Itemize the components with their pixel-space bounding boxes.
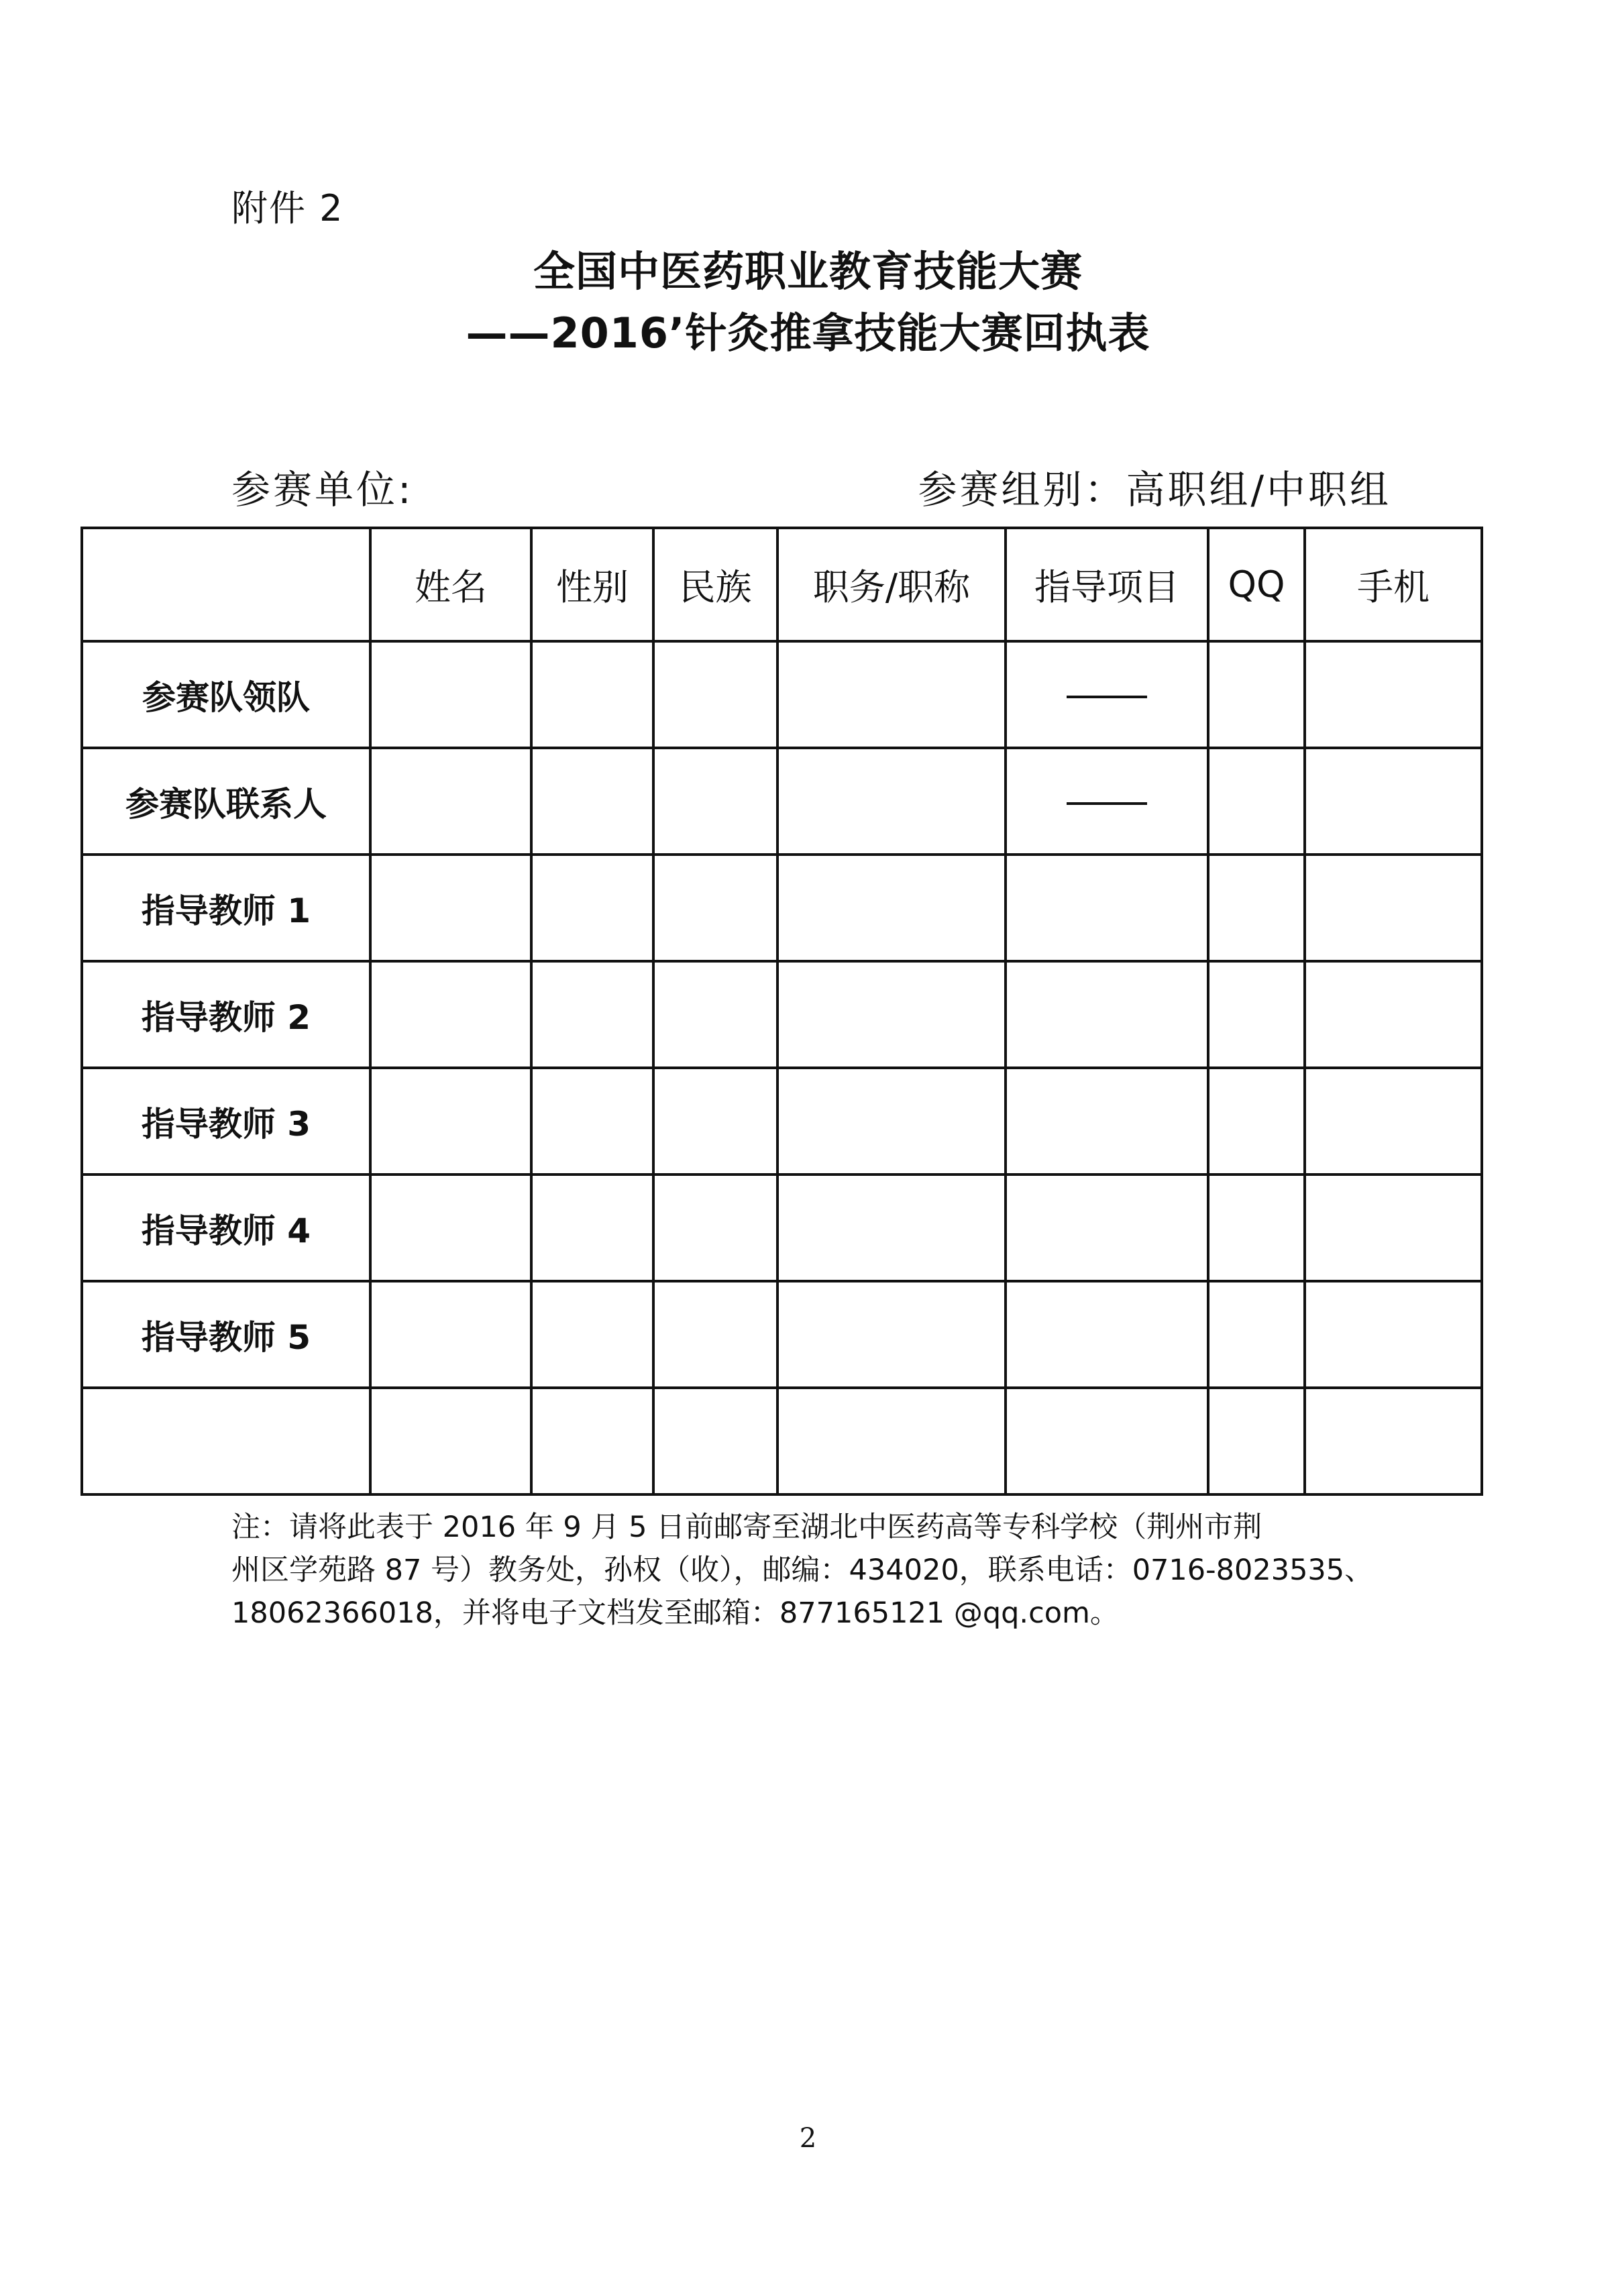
note-line-2: 州区学苑路 87 号）教务处，孙权（收），邮编：434020，联系电话：0716-8023535、 — [231, 1553, 1374, 1587]
table-row — [82, 1068, 1482, 1174]
cell-gender[interactable] — [531, 641, 653, 748]
cell-ethnicity[interactable] — [653, 641, 777, 748]
not-applicable-dash — [1067, 802, 1147, 805]
cell-guide-project — [1006, 641, 1208, 748]
cell-name[interactable] — [370, 961, 531, 1068]
cell-gender[interactable] — [531, 748, 653, 855]
cell-gender[interactable] — [531, 1174, 653, 1281]
cell-title[interactable] — [777, 961, 1006, 1068]
cell-guide-project — [1006, 748, 1208, 855]
cell-qq[interactable] — [1208, 1068, 1305, 1174]
table-header-row — [82, 528, 1482, 641]
cell-guide-project[interactable] — [1006, 1281, 1208, 1388]
document-subtitle: ——2016’针灸推拿技能大赛回执表 — [466, 309, 1150, 358]
cell-title[interactable] — [777, 748, 1006, 855]
cell-qq[interactable] — [1208, 748, 1305, 855]
cell-guide-project[interactable] — [1006, 961, 1208, 1068]
cell-qq[interactable] — [1208, 1281, 1305, 1388]
header-cell-gender: 性别 — [531, 528, 653, 641]
cell-phone[interactable] — [1305, 961, 1482, 1068]
table-row — [82, 641, 1482, 748]
cell-title[interactable] — [777, 1174, 1006, 1281]
cell-name[interactable] — [370, 1174, 531, 1281]
cell-qq[interactable] — [1208, 855, 1305, 961]
row-label: 指导教师 5 — [82, 1281, 370, 1388]
cell-gender[interactable] — [531, 1388, 653, 1494]
cell-title[interactable] — [777, 1281, 1006, 1388]
row-label: 参赛队联系人 — [82, 748, 370, 855]
cell-qq[interactable] — [1208, 641, 1305, 748]
cell-title[interactable] — [777, 855, 1006, 961]
table-row — [82, 1388, 1482, 1494]
cell-phone[interactable] — [1305, 748, 1482, 855]
table-row — [82, 961, 1482, 1068]
document-title: 全国中医药职业教育技能大赛 — [533, 247, 1083, 296]
cell-name[interactable] — [370, 1388, 531, 1494]
page-number: 2 — [799, 2123, 817, 2154]
cell-phone[interactable] — [1305, 1388, 1482, 1494]
row-label: 参赛队领队 — [82, 641, 370, 748]
submission-note — [231, 1506, 1419, 1635]
table-row — [82, 748, 1482, 855]
table-row — [82, 1281, 1482, 1388]
cell-phone[interactable] — [1305, 1281, 1482, 1388]
header-cell-qq: QQ — [1208, 528, 1305, 641]
cell-gender[interactable] — [531, 1068, 653, 1174]
cell-name[interactable] — [370, 641, 531, 748]
participating-unit-label: 参赛单位: — [231, 467, 414, 512]
header-cell-ethnicity: 民族 — [653, 528, 777, 641]
attachment-label: 附件 2 — [231, 187, 344, 229]
cell-name[interactable] — [370, 1281, 531, 1388]
cell-title[interactable] — [777, 1068, 1006, 1174]
header-cell-name: 姓名 — [370, 528, 531, 641]
cell-ethnicity[interactable] — [653, 1281, 777, 1388]
competition-group-label: 参赛组别：高职组/中职组 — [918, 467, 1391, 512]
cell-name[interactable] — [370, 1068, 531, 1174]
row-label: 指导教师 3 — [82, 1068, 370, 1174]
cell-title[interactable] — [777, 641, 1006, 748]
cell-ethnicity[interactable] — [653, 855, 777, 961]
not-applicable-dash — [1067, 696, 1147, 698]
cell-name[interactable] — [370, 748, 531, 855]
cell-phone[interactable] — [1305, 855, 1482, 961]
table-row — [82, 855, 1482, 961]
cell-title[interactable] — [777, 1388, 1006, 1494]
cell-phone[interactable] — [1305, 1174, 1482, 1281]
cell-guide-project[interactable] — [1006, 855, 1208, 961]
cell-ethnicity[interactable] — [653, 1388, 777, 1494]
cell-gender[interactable] — [531, 1281, 653, 1388]
cell-qq[interactable] — [1208, 961, 1305, 1068]
table-row — [82, 1174, 1482, 1281]
row-label: 指导教师 2 — [82, 961, 370, 1068]
header-cell-guide-project: 指导项目 — [1006, 528, 1208, 641]
note-line-1: 注：请将此表于 2016 年 9 月 5 日前邮寄至湖北中医药高等专科学校（荆州市荆 — [231, 1511, 1262, 1544]
header-cell-title: 职务/职称 — [777, 528, 1006, 641]
cell-ethnicity[interactable] — [653, 1174, 777, 1281]
header-cell-blank — [82, 528, 370, 641]
cell-gender[interactable] — [531, 961, 653, 1068]
cell-ethnicity[interactable] — [653, 1068, 777, 1174]
note-line-3: 18062366018，并将电子文档发至邮箱：877165121 @qq.com。 — [231, 1596, 1119, 1630]
header-cell-phone: 手机 — [1305, 528, 1482, 641]
cell-gender[interactable] — [531, 855, 653, 961]
cell-phone[interactable] — [1305, 1068, 1482, 1174]
cell-ethnicity[interactable] — [653, 961, 777, 1068]
row-label: 指导教师 1 — [82, 855, 370, 961]
cell-qq[interactable] — [1208, 1174, 1305, 1281]
cell-ethnicity[interactable] — [653, 748, 777, 855]
cell-guide-project[interactable] — [1006, 1174, 1208, 1281]
cell-qq[interactable] — [1208, 1388, 1305, 1494]
reply-form-table — [80, 527, 1483, 1496]
cell-guide-project[interactable] — [1006, 1388, 1208, 1494]
row-label: 指导教师 4 — [82, 1174, 370, 1281]
row-label — [82, 1388, 370, 1494]
cell-name[interactable] — [370, 855, 531, 961]
cell-guide-project[interactable] — [1006, 1068, 1208, 1174]
cell-phone[interactable] — [1305, 641, 1482, 748]
